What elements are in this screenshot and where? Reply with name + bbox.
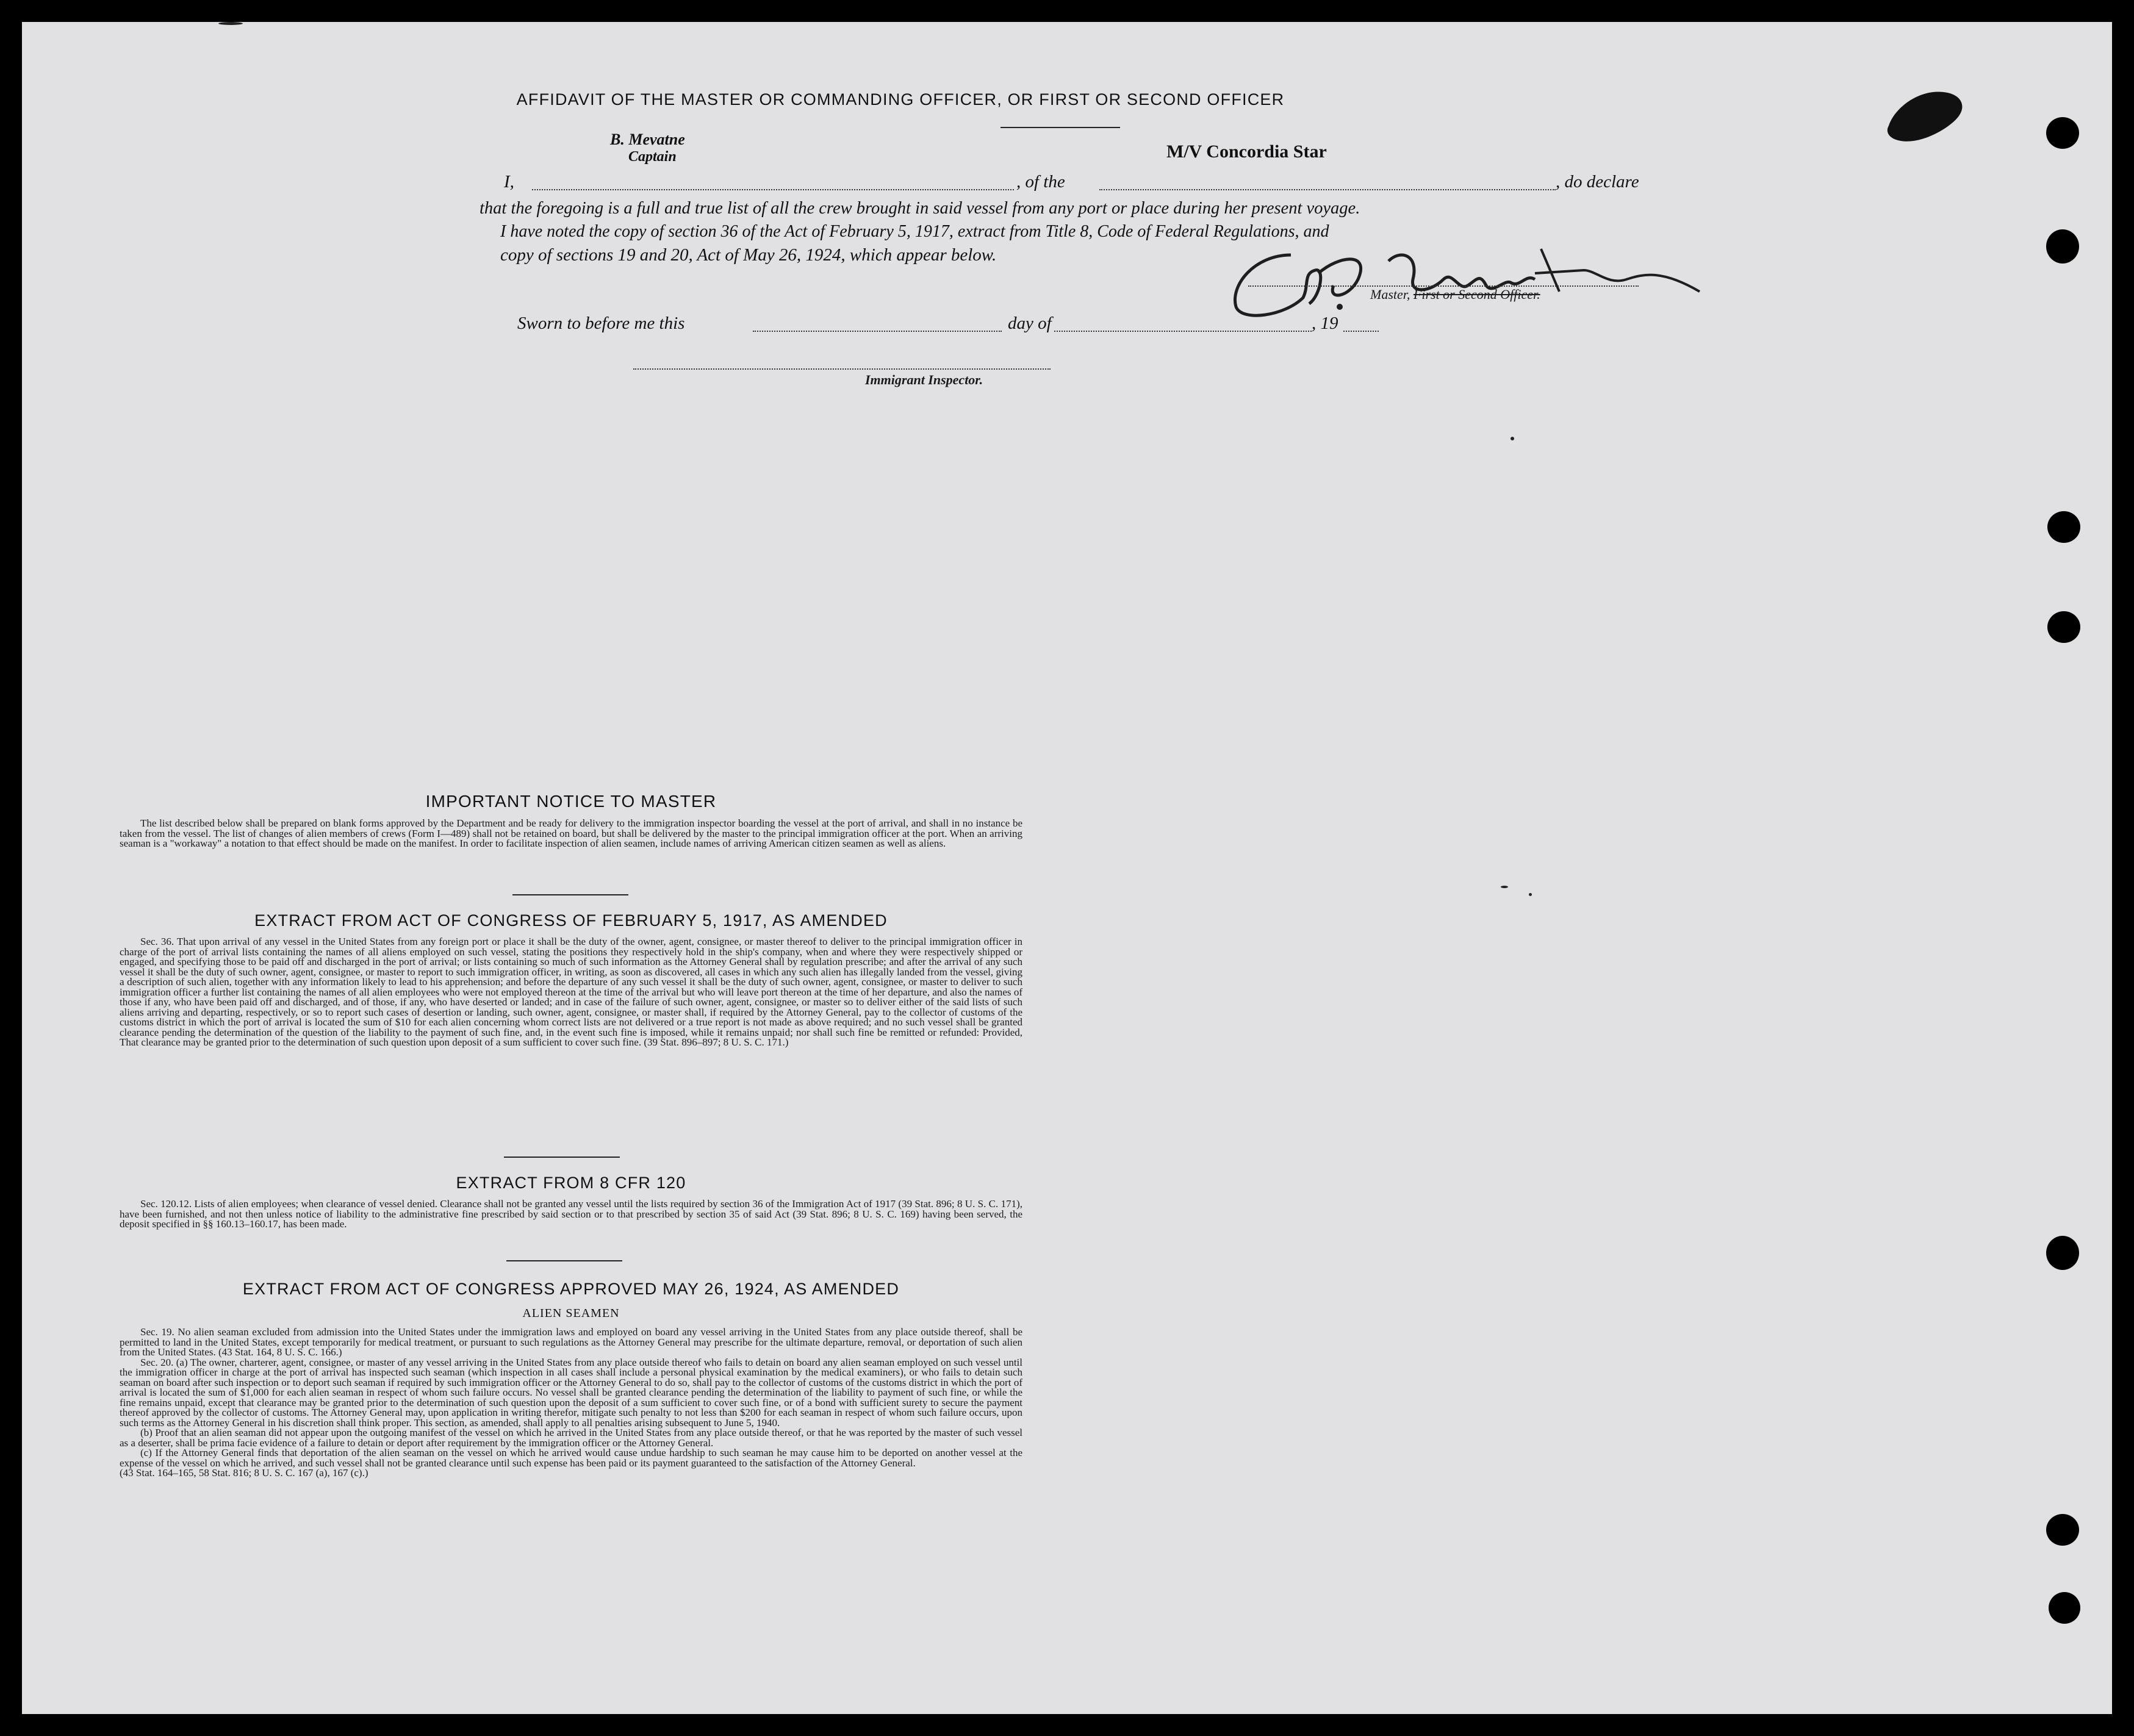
declaration-line-4: copy of sections 19 and 20, Act of May 26, 1924, which appear below. xyxy=(500,245,997,265)
caption-master: Master, xyxy=(1370,287,1410,302)
punch-hole xyxy=(2049,1592,2080,1624)
declaration-line-2: that the foregoing is a full and true list of all the crew brought in said vessel from any port or place during her present voyage. xyxy=(480,199,1360,218)
sworn-day-blank xyxy=(753,331,1002,332)
notice-paragraph: The list described below shall be prepared on blank forms approved by the Department and be ready for delivery to the immigration inspector boarding the vessel at the port of arrival, and shall in no instance be taken from the vessel. The list of changes of alien members of crews (Form I—489) shall not be retained on board, but shall be delivered by the master to the principal immigration officer at the port. When an arriving seaman is a "workaway" a notation to that effect should be made on the manifest. In order to facilitate inspection of alien seamen, include names of arriving American citizen seamen as well as aliens. xyxy=(120,817,1022,849)
caption-struck-officer: First or Second Officer. xyxy=(1413,287,1540,302)
speck xyxy=(1529,893,1532,896)
punch-hole xyxy=(2047,511,2080,543)
extract-cfr-heading: EXTRACT FROM 8 CFR 120 xyxy=(456,1174,686,1192)
section-20b-paragraph: (b) Proof that an alien seaman did not appear upon the outgoing manifest of the vessel on which he arrived in the United States from any place outside thereof, or that he was reported by the master of such vessel as a deserter, shall be prima facie evidence of a failure to detain or deport after requirement by the immigration officer or the Attorney General. xyxy=(120,1427,1022,1449)
speck xyxy=(1511,437,1514,440)
typed-rank: Captain xyxy=(628,149,677,165)
extract-cfr-body xyxy=(120,1199,1022,1230)
punch-hole xyxy=(2046,229,2079,264)
punch-hole xyxy=(2046,1236,2079,1270)
document-page xyxy=(22,22,2112,1714)
section-36-paragraph: Sec. 36. That upon arrival of any vessel in the United States from any foreign port or place it shall be the duty of the owner, agent, consignee, or master thereof to deliver to the principal immigration officer in charge of the port of arrival lists containing the names of all aliens employed on such vessel, stating the positions they respectively hold in the ship's company, when and where they were respectively shipped or engaged, and specifying those to be paid off and discharged in the port of arrival; or lists containing so much of such information as the Attorney General shall by regulation prescribe; and after the arrival of any such vessel it shall be the duty of such owner, agent, consignee, or master to report to such immigration officer, in writing, as soon as discovered, all cases in which any such alien has illegally landed from the vessel, giving a description of such alien, together with any information likely to lead to his apprehension; and before the departure of any such vessel it shall be the duty of such owner, agent, consignee, or master to deliver to such immigration officer a further list containing the names of all alien employees who were not employed thereon at the time of the arrival but who will leave port thereon at the time of her departure, and also the names of those if any, who have been paid off and discharged, and of those, if any, who have deserted or landed; and in case of the failure of such owner, agent, consignee, or master so to deliver either of the said lists of such aliens arriving and departing, respectively, or so to report such cases of desertion or landing, such owner, agent, consignee, or master shall, if required by the Attorney General, pay to the collector of customs of the customs district in which the port of arrival is located the sum of $10 for each alien concerning whom correct lists are not delivered or a true report is not made as above required; and no such vessel shall be granted clearance pending the determination of the question of the liability to the payment of such fine, and, in the event such fine is imposed, while it remains unpaid; nor shall such fine be remitted or refunded: Provided, That clearance may be granted prior to the determination of such question upon deposit of a sum sufficient to cover such fine. (39 Stat. 896–897; 8 U. S. C. 171.) xyxy=(120,936,1022,1048)
sworn-month-blank xyxy=(1054,331,1312,332)
signature-caption xyxy=(1370,287,1540,303)
speck xyxy=(1501,886,1508,888)
rule-after-notice xyxy=(512,894,628,895)
declaration-line-3: I have noted the copy of section 36 of the Act of February 5, 1917, extract from Title 8, Code of Federal Regulations, and xyxy=(500,222,1329,241)
of-the-label: , of the xyxy=(1016,172,1065,192)
typed-name: B. Mevatne xyxy=(610,131,685,148)
rule-after-cfr xyxy=(506,1260,622,1261)
extract-1917-heading: EXTRACT FROM ACT OF CONGRESS OF FEBRUARY 5, 1917, AS AMENDED xyxy=(254,911,888,930)
heading-rule xyxy=(1001,127,1120,128)
punch-hole xyxy=(2046,1514,2079,1546)
typed-vessel-name: M/V Concordia Star xyxy=(1166,142,1327,162)
section-20a-paragraph: Sec. 20. (a) The owner, charterer, agent, consignee, or master of any vessel arriving in the United States from any place outside thereof who fails to detain on board any alien seaman employed on such vessel until the immigration officer in charge at the port of arrival has inspected such seaman (which inspection in all cases shall include a personal physical examination by the medical examiners), or who fails to detain such seaman on board after such inspection or to deport such seaman if required by such immigration officer or the Attorney General to do so, shall pay to the collector of customs of the customs district in which the port of arrival is located the sum of $1,000 for each alien seaman in respect of whom such failure occurs. No vessel shall be granted clearance pending the determination of the liability to payment of such fine, or while the fine remains unpaid, except that clearance may be granted prior to the determination of such question upon the deposit of a sum sufficient to cover such fine, or of a bond with sufficient surety to secure the payment thereof approved by the collector of customs. The Attorney General may, upon application in writing therefor, mitigate such penalty to not less than $200 for each seaman in respect of whom such failure occurs, upon such terms as the Attorney General in his discretion shall think proper. This section, as amended, shall apply to all penalties arising subsequent to June 5, 1940. xyxy=(120,1356,1022,1429)
section-19-paragraph: Sec. 19. No alien seaman excluded from admission into the United States under the immigration laws and employed on board any vessel arriving in the United States from any place outside thereof, shall be permitted to land in the United States, except temporarily for medical treatment, or pursuant to such regulations as the Attorney General may prescribe for the ultimate departure, removal, or deportation of such alien from the United States. (43 Stat. 164, 8 U. S. C. 166.) xyxy=(120,1326,1022,1358)
i-label: I, xyxy=(504,172,514,192)
day-of-label: day of xyxy=(1008,314,1052,333)
extract-1917-body xyxy=(120,937,1022,1048)
master-signature xyxy=(1218,237,1706,328)
extract-1924-body xyxy=(120,1327,1022,1479)
year-label: , 19 xyxy=(1312,314,1338,333)
vessel-blank xyxy=(1099,189,1556,190)
name-blank xyxy=(532,189,1014,190)
inspector-signature-blank xyxy=(633,368,1051,370)
section-120-12-paragraph: Sec. 120.12. Lists of alien employees; when clearance of vessel denied. Clearance shall not be granted any vessel until the lists required by section 36 of the Immigration Act of 1917 (39 Stat. 896; 8 U. S. C. 171), have been furnished, and not then unless notice of liability to the administrative fine prescribed by said section or to that prescribed by section 35 of said Act (39 Stat. 896; 8 U. S. C. 169) having been served, the deposit specified in §§ 160.13–160.17, has been made. xyxy=(120,1198,1022,1230)
inspector-label: Immigrant Inspector. xyxy=(865,372,983,387)
do-declare-label: , do declare xyxy=(1556,172,1639,192)
punch-hole xyxy=(2047,611,2080,643)
notice-body xyxy=(120,819,1022,849)
extract-1924-heading: EXTRACT FROM ACT OF CONGRESS APPROVED MAY 26, 1924, AS AMENDED xyxy=(242,1280,900,1298)
notice-heading: IMPORTANT NOTICE TO MASTER xyxy=(425,792,717,811)
citation-line: (43 Stat. 164–165, 58 Stat. 816; 8 U. S. C. 167 (a), 167 (c).) xyxy=(120,1467,368,1479)
speck xyxy=(218,22,243,25)
rule-after-1917 xyxy=(504,1157,620,1158)
sworn-year-blank xyxy=(1343,331,1379,332)
alien-seamen-subheading: ALIEN SEAMEN xyxy=(522,1307,620,1320)
ink-blot xyxy=(1877,71,1986,156)
sworn-label: Sworn to before me this xyxy=(517,314,685,333)
section-20c-paragraph: (c) If the Attorney General finds that deportation of the alien seaman on the vessel on which he arrived would cause undue hardship to such seaman he may cause him to be deported on another vessel at the expense of the vessel on which he arrived, and such vessel shall not be granted clearance until such expense has been paid or its payment guaranteed to the satisfaction of the Attorney General. xyxy=(120,1447,1022,1469)
punch-hole xyxy=(2046,117,2079,149)
affidavit-heading: AFFIDAVIT OF THE MASTER OR COMMANDING OFFICER, OR FIRST OR SECOND OFFICER xyxy=(516,90,1285,109)
